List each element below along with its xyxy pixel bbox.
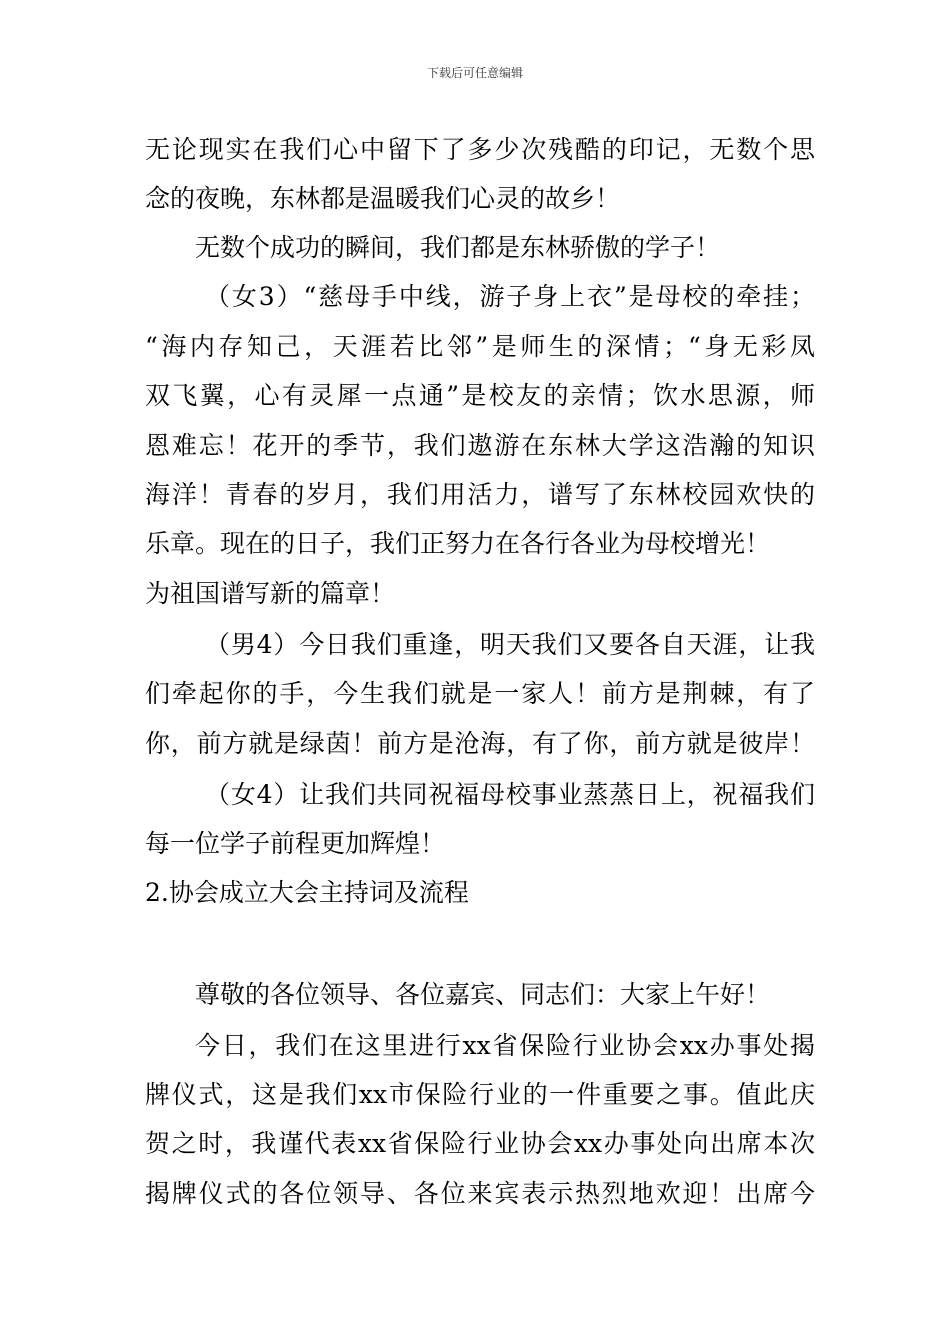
text-line: “海内存知己，天涯若比邻”是师生的深情；“身无彩凤 xyxy=(145,332,815,361)
text-line: （女3）“慈母手中线，游子身上衣”是母校的牵挂； xyxy=(205,282,815,311)
text-line: 恩难忘！花开的季节，我们遨游在东林大学这浩瀚的知识 xyxy=(145,431,815,460)
text-line: 为祖国谱写新的篇章！ xyxy=(145,579,396,608)
text-line: 尊敬的各位领导、各位嘉宾、同志们：大家上午好！ xyxy=(195,980,771,1009)
text-line: 揭牌仪式的各位领导、各位来宾表示热烈地欢迎！出席今 xyxy=(145,1179,815,1208)
text-line: 每一位学子前程更加辉煌！ xyxy=(145,829,446,858)
text-line: 们牵起你的手，今生我们就是一家人！前方是荆棘，有了 xyxy=(145,679,815,708)
text-line: 今日，我们在这里进行xx省保险行业协会xx办事处揭 xyxy=(195,1031,815,1060)
text-line: 无论现实在我们心中留下了多少次残酷的印记，无数个思 xyxy=(145,135,815,164)
text-line: 贺之时，我谨代表xx省保险行业协会xx办事处向出席本次 xyxy=(145,1129,815,1158)
page-header: 下载后可任意编辑 xyxy=(426,66,523,80)
text-line: 你，前方就是绿茵！前方是沧海，有了你，前方就是彼岸！ xyxy=(145,729,815,758)
text-line: （男4）今日我们重逢，明天我们又要各自天涯，让我 xyxy=(205,630,815,659)
text-line: 牌仪式，这是我们xx市保险行业的一件重要之事。值此庆 xyxy=(145,1080,815,1109)
text-line: 乐章。现在的日子，我们正努力在各行各业为母校增光！ xyxy=(145,529,771,558)
text-line: 无数个成功的瞬间，我们都是东林骄傲的学子！ xyxy=(195,233,721,262)
text-line: 海洋！青春的岁月，我们用活力，谱写了东林校园欢快的 xyxy=(145,480,815,509)
text-line: 双飞翼，心有灵犀一点通”是校友的亲情；饮水思源，师 xyxy=(145,381,815,410)
text-line: （女4）让我们共同祝福母校事业蒸蒸日上，祝福我们 xyxy=(205,780,815,809)
section-heading: 2.协会成立大会主持词及流程 xyxy=(145,878,469,907)
text-line: 念的夜晚，东林都是温暖我们心灵的故乡！ xyxy=(145,184,621,213)
